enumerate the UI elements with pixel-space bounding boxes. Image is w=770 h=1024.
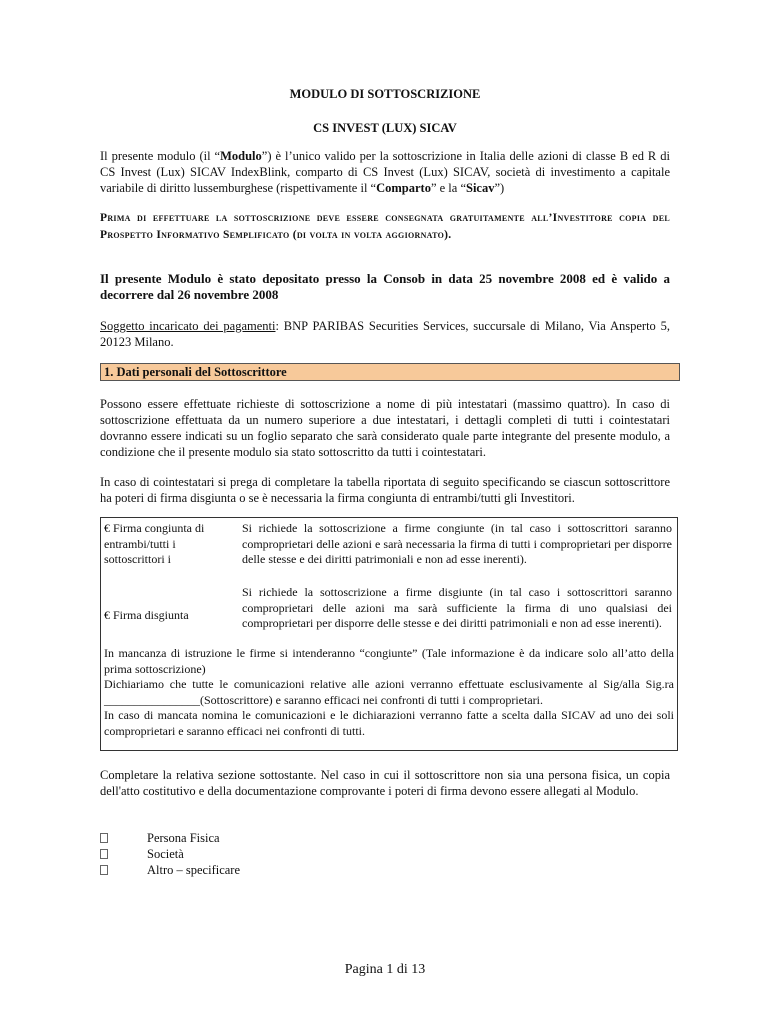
completion-instructions: Completare la relativa sezione sottostante. Nel caso in cui il sottoscrittore non sia una persona fisica, un copia dell'atto costitutivo e della documentazione comprovante i poteri di firma devono essere allegati al Modulo.	[100, 768, 670, 798]
section-paragraph: In caso di cointestatari si prega di completare la tabella riportata di seguito specificando se ciascun sottoscrittore ha poteri di firma disgiunta o se è necessaria la firma congiunta di entrambi/tutti gli Investitori.	[100, 475, 670, 505]
checkbox-altro[interactable]	[100, 865, 108, 875]
joint-signature-text: Si richiede la sottoscrizione a firme congiunte (in tal caso i sottoscrittori saranno comproprietari delle azioni e sarà necessaria la firma di tutti i comproprietari per disporre delle stesse e dei diritti patrimoniali e non ad esse inerenti).	[242, 521, 672, 566]
separate-signature-text: Si richiede la sottoscrizione a firme disgiunte (in tal caso i sottoscrittori saranno comproprietari delle azioni ma sarà sufficiente la firma di uno qualsiasi dei comproprietari per disporre delle stesse e dei diritti patrimoniali e non ad esse inerenti).	[242, 585, 672, 630]
document-title: MODULO DI SOTTOSCRIZIONE	[289, 87, 481, 101]
prospectus-notice: Prima di effettuare la sottoscrizione deve essere consegnata gratuitamente all’Investitore copia del Prospetto Informativo Semplificato (di volta in volta aggiornato).	[100, 212, 670, 241]
option-label: Persona Fisica	[147, 831, 220, 845]
signature-options-table	[100, 517, 678, 751]
joint-signature-option[interactable]: € Firma congiunta di entrambi/tutti i sottoscrittori i	[104, 521, 205, 566]
subscriber-type-list	[100, 830, 400, 880]
page-number: Pagina 1 di 13	[344, 962, 426, 977]
communications-declaration: Dichiariamo che tutte le comunicazioni relative alle azioni verranno effettuate esclusivamente al Sig/alla Sig.ra ________________(Sottoscrittore) e saranno efficaci nei confronti di tutti i comproprietari.	[104, 677, 674, 707]
checkbox-societa[interactable]	[100, 849, 108, 859]
intro-paragraph: Il presente modulo (il “Modulo”) è l’unico valido per la sottoscrizione in Italia delle azioni di classe B ed R di CS Invest (Lux) SICAV IndexBlink, comparto di CS Invest (Lux) SICAV, società di investimento a capitale variabile di diritto lussemburghese (rispettivamente il “Comparto” e la “Sicav”)	[100, 149, 670, 195]
no-nomination-note: In caso di mancata nomina le comunicazioni e le dichiarazioni verranno fatte a scelta dalla SICAV ad uno dei soli comproprietari e saranno efficaci nei confronti di tutti.	[104, 708, 674, 738]
payment-agent: Soggetto incaricato dei pagamenti: BNP PARIBAS Securities Services, succursale di Milano, Via Ansperto 5, 20123 Milano.	[100, 319, 670, 349]
document-subtitle: CS INVEST (LUX) SICAV	[313, 121, 457, 135]
payment-agent-label: Soggetto incaricato dei pagamenti	[100, 319, 276, 333]
default-signature-note: In mancanza di istruzione le firme si intenderanno “congiunte” (Tale informazione è da indicare solo all’atto della prima sottoscrizione)	[104, 646, 674, 676]
section-paragraph: Possono essere effettuate richieste di sottoscrizione a nome di più intestatari (massimo quattro). In caso di sottoscrizione effettuata da un numero superiore a due intestatari, i dettagli completi di tutti i cointestatari dovranno essere indicati su un foglio separato che sarà considerato quale parte integrante del presente modulo, a condizione che il presente modulo sia stato sottoscritto da tutti i cointestatari.	[100, 397, 670, 459]
option-label: Società	[147, 847, 184, 861]
deposit-notice: Il presente Modulo è stato depositato presso la Consob in data 25 novembre 2008 ed è valido a decorrere dal 26 novembre 2008	[100, 271, 670, 302]
section-header: 1. Dati personali del Sottoscrittore	[100, 363, 680, 381]
option-label: Altro – specificare	[147, 863, 241, 877]
checkbox-persona-fisica[interactable]	[100, 833, 108, 843]
separate-signature-option[interactable]: € Firma disgiunta	[104, 608, 189, 622]
recipient-name-field[interactable]: ________________	[104, 692, 200, 707]
